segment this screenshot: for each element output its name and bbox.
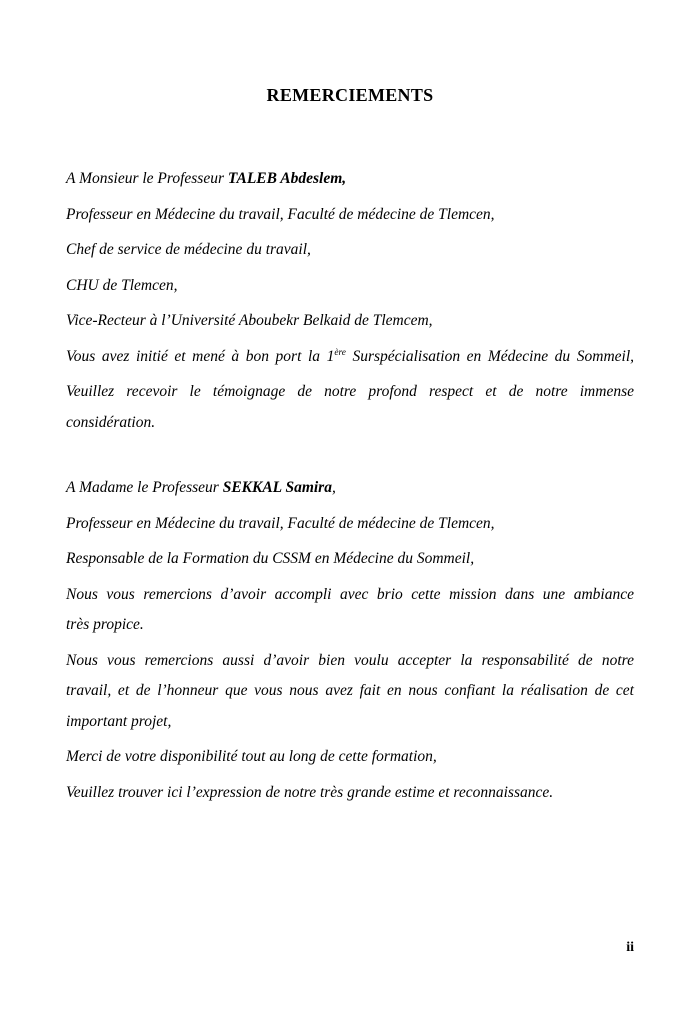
text-segment: Responsable de la Formation du CSSM en Médecine du Sommeil, bbox=[66, 550, 475, 567]
page-number: ii bbox=[626, 940, 634, 955]
text-segment: A Monsieur le Professeur bbox=[66, 170, 228, 187]
text-segment: important projet, bbox=[66, 712, 172, 730]
text-segment: Nous vous remercions aussi d’avoir bien voulu accepter la responsabilité de notre bbox=[66, 651, 634, 669]
text-segment: Merci de votre disponibilité tout au long de cette formation, bbox=[66, 748, 437, 765]
paragraph-line bbox=[66, 306, 634, 337]
emphasized-name-text: SEKKAL Samira bbox=[222, 479, 332, 496]
emphasized-name-text: TALEB Abdeslem, bbox=[227, 170, 347, 187]
superscript-text: ère bbox=[334, 347, 346, 358]
paragraph-line bbox=[66, 377, 634, 408]
paragraph-line bbox=[66, 164, 634, 195]
text-segment: Veuillez recevoir le témoignage de notre profond respect et de notre immense bbox=[66, 383, 634, 400]
text-segment: travail, et de l’honneur que vous nous avez fait en nous confiant la réalisation de cet bbox=[66, 682, 634, 699]
paragraph-line bbox=[66, 473, 634, 504]
paragraph-line bbox=[66, 676, 634, 707]
paragraph-line bbox=[66, 509, 634, 540]
section-professor-taleb bbox=[66, 164, 634, 438]
text-segment: très propice. bbox=[66, 616, 144, 633]
text-segment: Professeur en Médecine du travail, Faculté de médecine de Tlemcen, bbox=[66, 205, 495, 223]
paragraph-line bbox=[66, 271, 634, 302]
page-title: REMERCIEMENTS bbox=[266, 85, 434, 105]
text-segment: Vous avez initié et mené à bon port la 1 bbox=[66, 347, 335, 365]
paragraph-line bbox=[66, 200, 634, 231]
text-segment: considération. bbox=[66, 413, 156, 431]
paragraph-line bbox=[66, 742, 634, 773]
paragraph-line bbox=[66, 580, 634, 611]
document-body bbox=[66, 164, 634, 808]
section-professor-sekkal bbox=[66, 473, 634, 808]
paragraph-line bbox=[66, 235, 634, 266]
text-segment: , bbox=[331, 479, 336, 496]
paragraph-line bbox=[66, 646, 634, 677]
text-segment: A Madame le Professeur bbox=[66, 479, 223, 496]
text-segment: Surspécialisation en Médecine du Sommeil, bbox=[345, 347, 635, 365]
paragraph-line bbox=[66, 408, 634, 439]
text-segment: Nous vous remercions d’avoir accompli avec brio cette mission dans une ambiance bbox=[66, 585, 634, 603]
text-segment: Vice-Recteur à l’Université Aboubekr Belkaid de Tlemcem, bbox=[66, 312, 433, 329]
text-segment: Veuillez trouver ici l’expression de notre très grande estime et reconnaissance. bbox=[66, 783, 554, 801]
paragraph-line bbox=[66, 707, 634, 738]
paragraph-line bbox=[66, 610, 634, 641]
paragraph-line bbox=[66, 544, 634, 575]
paragraph-line bbox=[66, 342, 634, 373]
text-segment: Chef de service de médecine du travail, bbox=[66, 241, 311, 258]
text-segment: CHU de Tlemcen, bbox=[66, 276, 178, 294]
paragraph-line bbox=[66, 778, 634, 809]
text-segment: Professeur en Médecine du travail, Faculté de médecine de Tlemcen, bbox=[66, 514, 495, 532]
